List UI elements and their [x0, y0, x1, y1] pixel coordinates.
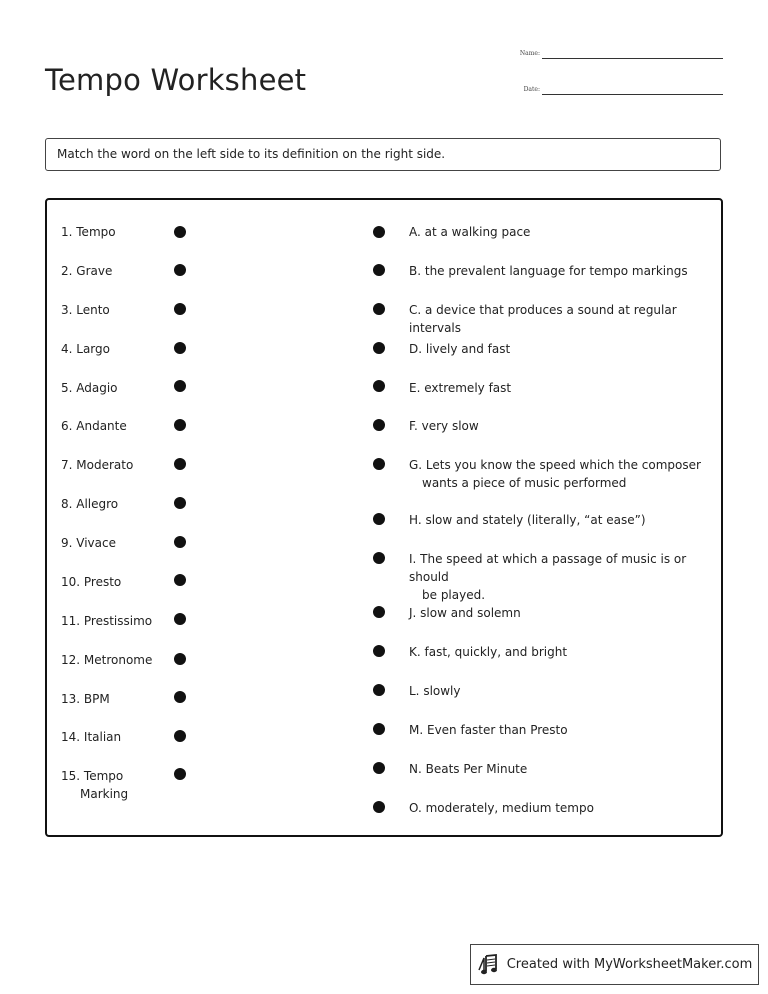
term-label: 11. Prestissimo — [61, 614, 153, 628]
term-match-dot[interactable] — [174, 419, 186, 431]
name-line[interactable] — [542, 58, 723, 59]
definition-match-dot[interactable] — [373, 684, 385, 696]
term-item — [61, 417, 161, 435]
term-match-dot[interactable] — [174, 497, 186, 509]
definition-match-dot[interactable] — [373, 342, 385, 354]
term-item — [61, 728, 161, 746]
definition-match-dot[interactable] — [373, 226, 385, 238]
definition-item — [409, 643, 719, 661]
definition-label: D. lively and fast — [409, 342, 511, 356]
page-title: Tempo Worksheet — [45, 63, 307, 98]
term-item — [61, 456, 161, 474]
definition-label-continued: wants a piece of music performed — [422, 476, 627, 490]
term-item — [61, 612, 161, 630]
term-label: 5. Adagio — [61, 381, 118, 395]
definition-item — [409, 340, 719, 358]
definition-match-dot[interactable] — [373, 458, 385, 470]
definition-match-dot[interactable] — [373, 264, 385, 276]
term-label: 3. Lento — [61, 303, 110, 317]
definition-match-dot[interactable] — [373, 552, 385, 564]
term-label: 7. Moderato — [61, 458, 134, 472]
date-line[interactable] — [542, 94, 723, 95]
term-match-dot[interactable] — [174, 226, 186, 238]
definition-label: N. Beats Per Minute — [409, 762, 528, 776]
definition-label: A. at a walking pace — [409, 225, 531, 239]
definition-label: F. very slow — [409, 419, 479, 433]
term-match-dot[interactable] — [174, 574, 186, 586]
definition-label: G. Lets you know the speed which the composer — [409, 458, 701, 472]
name-field[interactable] — [505, 45, 723, 59]
term-item — [61, 495, 161, 513]
definition-item — [409, 682, 719, 700]
term-match-dot[interactable] — [174, 613, 186, 625]
term-item — [61, 767, 161, 803]
term-label: 9. Vivace — [61, 536, 116, 550]
term-match-dot[interactable] — [174, 730, 186, 742]
definition-label: B. the prevalent language for tempo markings — [409, 264, 688, 278]
term-label: 1. Tempo — [61, 225, 116, 239]
definition-item — [409, 379, 719, 397]
term-match-dot[interactable] — [174, 653, 186, 665]
name-label: Name: — [519, 50, 540, 57]
term-item — [61, 262, 161, 280]
term-label: 8. Allegro — [61, 497, 119, 511]
term-label: 6. Andante — [61, 419, 127, 433]
term-label: 2. Grave — [61, 264, 113, 278]
term-match-dot[interactable] — [174, 536, 186, 548]
term-item — [61, 534, 161, 552]
footer-badge — [470, 944, 759, 985]
definition-match-dot[interactable] — [373, 801, 385, 813]
footer-text: Created with MyWorksheetMaker.com — [506, 957, 753, 972]
definition-match-dot[interactable] — [373, 645, 385, 657]
definition-label: O. moderately, medium tempo — [409, 801, 594, 815]
term-match-dot[interactable] — [174, 303, 186, 315]
definition-item — [409, 799, 719, 817]
definition-item — [409, 223, 719, 241]
term-item — [61, 573, 161, 591]
term-item — [61, 340, 161, 358]
definition-label: C. a device that produces a sound at regular intervals — [409, 303, 677, 335]
term-item — [61, 379, 161, 397]
definition-item — [409, 721, 719, 739]
definition-label: H. slow and stately (literally, “at ease”) — [409, 513, 646, 527]
definition-match-dot[interactable] — [373, 303, 385, 315]
term-label: 14. Italian — [61, 730, 122, 744]
term-match-dot[interactable] — [174, 458, 186, 470]
definition-item — [409, 511, 719, 529]
definition-item — [409, 262, 719, 280]
term-match-dot[interactable] — [174, 768, 186, 780]
definition-label: J. slow and solemn — [409, 606, 521, 620]
term-match-dot[interactable] — [174, 691, 186, 703]
term-match-dot[interactable] — [174, 380, 186, 392]
term-match-dot[interactable] — [174, 264, 186, 276]
term-label: 15. Tempo — [61, 769, 124, 783]
definition-label: E. extremely fast — [409, 381, 512, 395]
term-item — [61, 690, 161, 708]
definition-label: I. The speed at which a passage of music is or should — [409, 552, 687, 584]
term-label-continued: Marking — [80, 787, 129, 801]
term-item — [61, 223, 161, 241]
term-label: 10. Presto — [61, 575, 122, 589]
definition-item — [409, 760, 719, 778]
definition-label: K. fast, quickly, and bright — [409, 645, 568, 659]
definition-label: L. slowly — [409, 684, 461, 698]
definition-match-dot[interactable] — [373, 380, 385, 392]
term-label: 12. Metronome — [61, 653, 153, 667]
term-item — [61, 301, 161, 319]
definition-item — [409, 417, 719, 435]
definition-label: M. Even faster than Presto — [409, 723, 568, 737]
definition-match-dot[interactable] — [373, 513, 385, 525]
term-label: 4. Largo — [61, 342, 110, 356]
definition-match-dot[interactable] — [373, 419, 385, 431]
definition-item — [409, 604, 719, 622]
music-note-logo-icon — [477, 954, 501, 976]
definition-item — [409, 456, 719, 492]
definition-match-dot[interactable] — [373, 606, 385, 618]
term-match-dot[interactable] — [174, 342, 186, 354]
date-field[interactable] — [505, 81, 723, 95]
definition-label-continued: be played. — [422, 588, 486, 602]
definition-item — [409, 550, 719, 604]
term-label: 13. BPM — [61, 692, 110, 706]
definition-match-dot[interactable] — [373, 762, 385, 774]
instructions-box: Match the word on the left side to its definition on the right side. — [45, 138, 721, 171]
term-item — [61, 651, 161, 669]
definition-item — [409, 301, 719, 337]
date-label: Date: — [523, 86, 540, 93]
definition-match-dot[interactable] — [373, 723, 385, 735]
